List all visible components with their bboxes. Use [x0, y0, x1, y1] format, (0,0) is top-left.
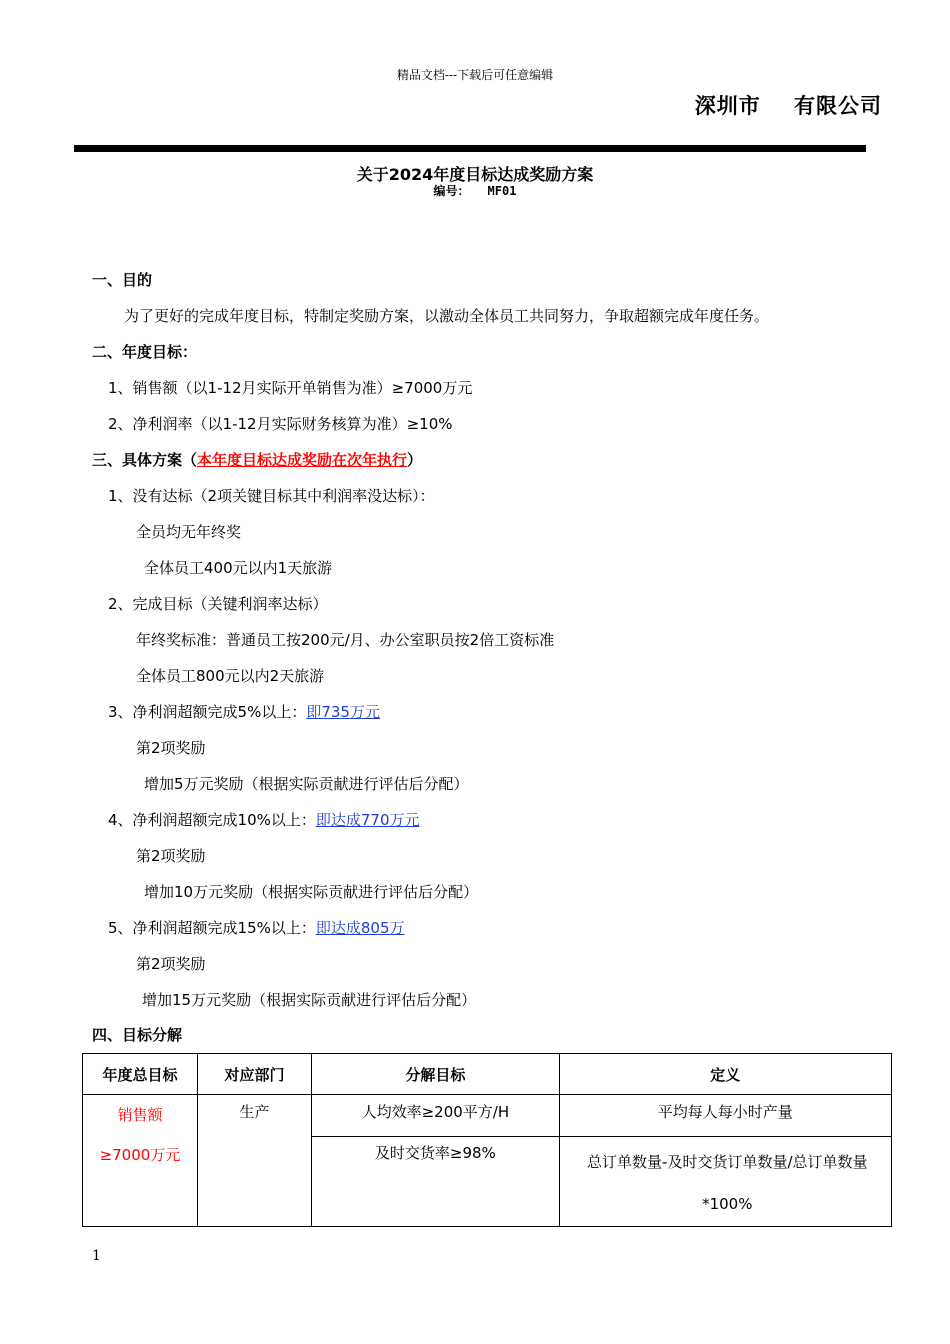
- plan-item-4: [108, 809, 420, 830]
- table-header-cell: 定义: [559, 1054, 891, 1095]
- target-breakdown-table: [82, 1053, 892, 1227]
- plan-item-5-detail-a: 第2项奖励: [136, 955, 206, 973]
- plan-item-3: [108, 701, 380, 722]
- document-number-label: 编号：: [433, 184, 470, 198]
- table-header-cell: 对应部门: [197, 1054, 311, 1095]
- header-note: 精品文档---下载后可任意编辑: [396, 68, 554, 82]
- plan-item-1-detail-a: 全员均无年终奖: [136, 523, 242, 541]
- plan-item-5-link[interactable]: 即达成805万: [315, 919, 405, 937]
- table-header-cell: 年度总目标: [83, 1054, 198, 1095]
- section-1-body: 为了更好的完成年度目标，特制定奖励方案，以激动全体员工共同努力，争取超额完成年度任务。: [124, 307, 770, 325]
- goal-item-1: 1、销售额（以1-12月实际开单销售为准）≥7000万元: [108, 379, 473, 397]
- plan-item-4-text: 4、净利润超额完成10%以上：: [108, 811, 316, 829]
- table-header-row: [83, 1054, 892, 1095]
- section-1-heading: 一、目的: [92, 271, 153, 289]
- plan-item-3-link[interactable]: 即735万元: [306, 703, 380, 721]
- plan-item-2-detail-a: 年终奖标准：普通员工按200元/月、办公室职员按2倍工资标准: [136, 631, 555, 649]
- document-number-value: MF01: [487, 184, 517, 198]
- plan-item-4-link[interactable]: 即达成770万元: [315, 811, 420, 829]
- annual-goal-cell: [83, 1095, 198, 1227]
- target-cell: 及时交货率≥98%: [312, 1137, 559, 1227]
- department-cell: 生产: [197, 1095, 311, 1227]
- plan-item-1: 1、没有达标（2项关键目标其中利润率没达标）：: [108, 487, 435, 505]
- definition-cell: 总订单数量-及时交货订单数量/总订单数量*100%: [559, 1137, 891, 1227]
- document-title: 关于2024年度目标达成奖励方案: [356, 165, 594, 184]
- document-number: [0, 182, 950, 199]
- section-3-heading-note: 本年度目标达成奖励在次年执行: [197, 451, 408, 469]
- annual-goal-name: 销售额: [117, 1106, 163, 1124]
- definition-cell: 平均每人每小时产量: [559, 1095, 891, 1137]
- section-3-heading: [92, 449, 422, 470]
- target-cell: 人均效率≥200平方/H: [312, 1095, 559, 1137]
- table-row: [83, 1095, 892, 1137]
- plan-item-3-detail-a: 第2项奖励: [136, 739, 206, 757]
- section-3-heading-suffix: ）: [407, 451, 423, 469]
- table-header-cell: 分解目标: [312, 1054, 559, 1095]
- plan-item-3-detail-b: 增加5万元奖励（根据实际贡献进行评估后分配）: [144, 775, 469, 793]
- plan-item-5-detail-b: 增加15万元奖励（根据实际贡献进行评估后分配）: [142, 991, 477, 1009]
- section-3-heading-prefix: 三、具体方案（: [92, 451, 198, 469]
- plan-item-5-text: 5、净利润超额完成15%以上：: [108, 919, 316, 937]
- plan-item-4-detail-b: 增加10万元奖励（根据实际贡献进行评估后分配）: [144, 883, 479, 901]
- section-2-heading: 二、年度目标：: [92, 343, 198, 361]
- plan-item-2-detail-b: 全体员工800元以内2天旅游: [136, 667, 325, 685]
- page-number: 1: [92, 1248, 101, 1264]
- plan-item-5: [108, 917, 405, 938]
- annual-goal-value: ≥7000万元: [99, 1146, 181, 1164]
- plan-item-3-text: 3、净利润超额完成5%以上：: [108, 703, 307, 721]
- plan-item-4-detail-a: 第2项奖励: [136, 847, 206, 865]
- plan-item-2: 2、完成目标（关键利润率达标）: [108, 595, 328, 613]
- goal-item-2: 2、净利润率（以1-12月实际财务核算为准）≥10%: [108, 415, 453, 433]
- company-name: 深圳市 有限公司: [694, 94, 882, 118]
- section-4-heading: 四、目标分解: [92, 1026, 183, 1044]
- plan-item-1-detail-b: 全体员工400元以内1天旅游: [144, 559, 333, 577]
- header-rule: [74, 145, 866, 152]
